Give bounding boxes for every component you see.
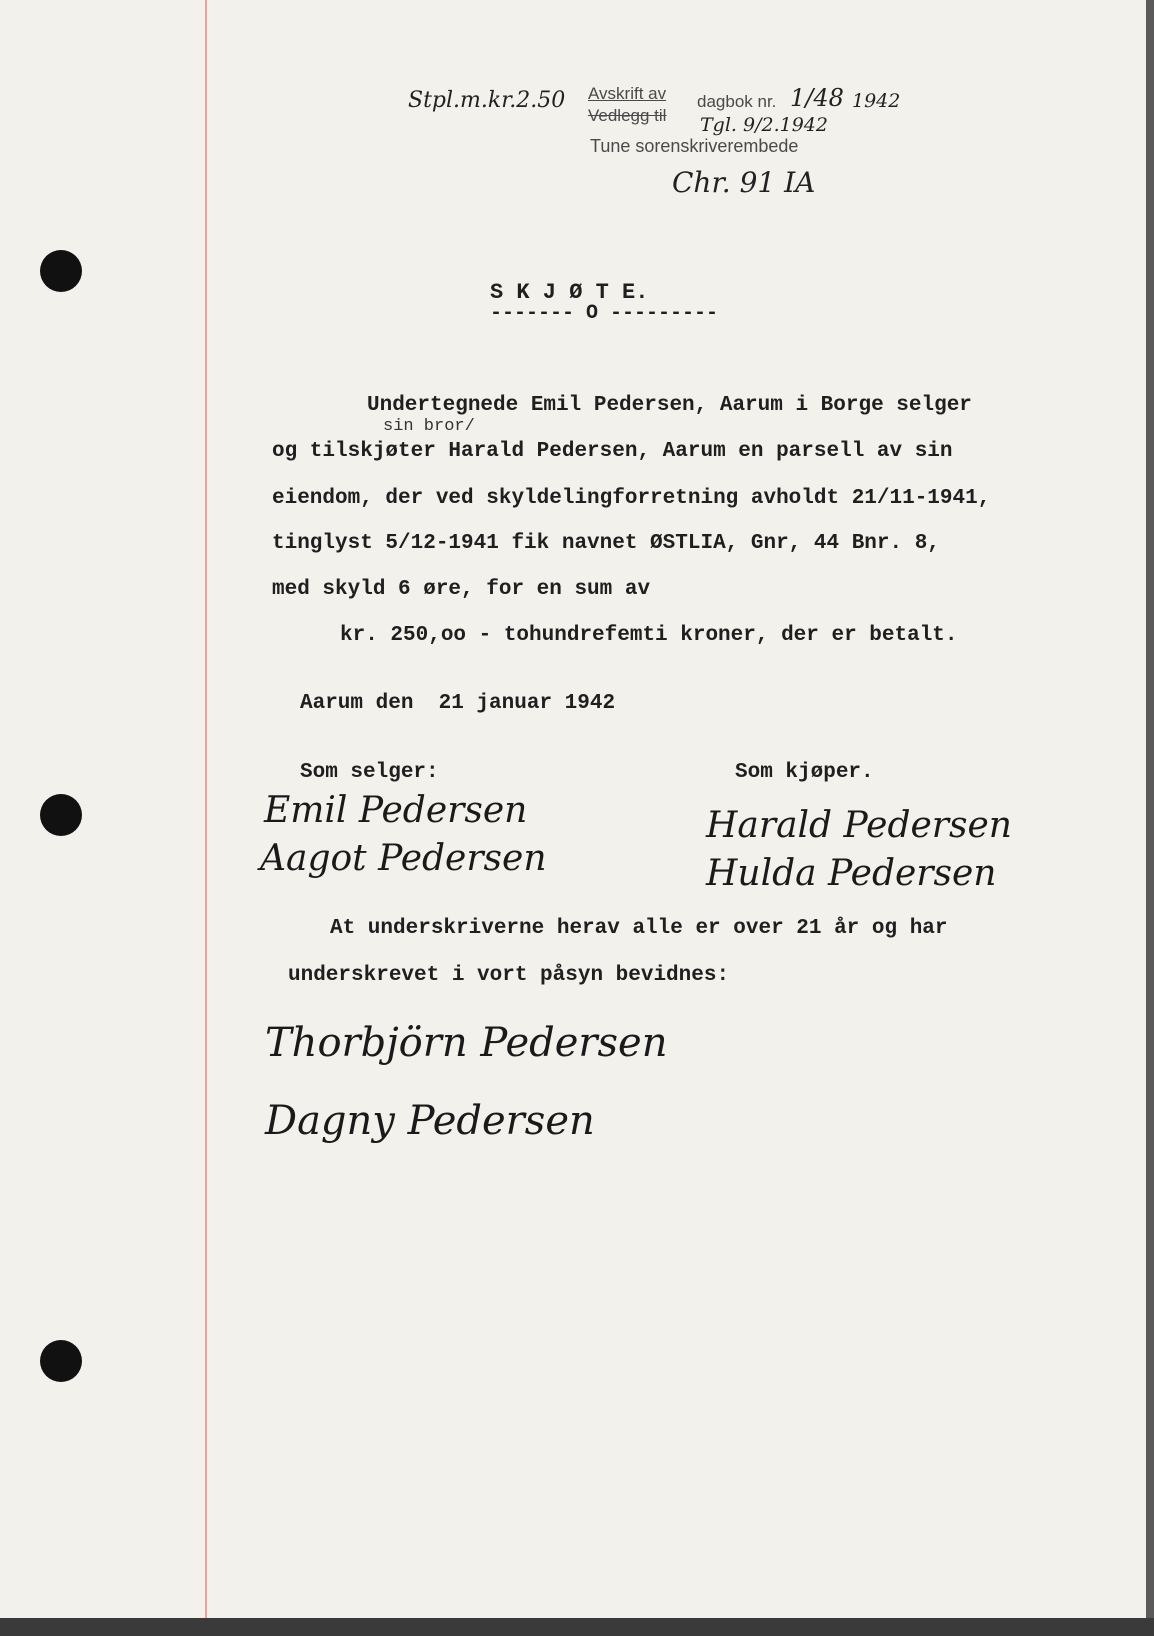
place-date: Aarum den 21 januar 1942 [300,692,616,715]
seller-label: Som selger: [300,761,439,784]
witness-line: At underskriverne herav alle er over 21 år og har [330,917,948,940]
page-edge [0,1618,1154,1636]
page-edge [1146,0,1154,1636]
buyer-label: Som kjøper. [735,761,874,784]
stamp-copy-label: Avskrift av [588,84,667,103]
stamp-struck-label: Vedlegg til [588,106,667,125]
dagbok-year: 1942 [852,90,901,112]
dagbok-number: 1/48 [790,84,844,112]
witness-signature: Thorbjörn Pedersen [265,1020,668,1066]
interlinear-insert: sin bror/ [383,417,475,436]
body-line: og tilskjøter Harald Pedersen, Aarum en parsell av sin [272,440,953,463]
stamp-dagbok-label: dagbok nr. [697,92,777,111]
body-line: eiendom, der ved skyldelingforretning avholdt 21/11-1941, [272,487,991,510]
witness-line: underskrevet i vort påsyn bevidnes: [288,964,730,987]
buyer-signature: Harald Pedersen [706,805,1012,846]
seller-signature: Emil Pedersen [264,790,528,831]
punch-hole [40,1340,82,1382]
stamp-duty-note: Stpl.m.kr.2.50 [408,88,566,113]
registration-date: Tgl. 9/2.1942 [700,114,828,136]
body-line: Undertegnede Emil Pedersen, Aarum i Borge selger [367,394,972,417]
punch-hole [40,250,82,292]
body-line: kr. 250,oo - tohundrefemti kroner, der er betalt. [340,624,958,647]
reference-note: Chr. 91 IA [672,166,816,199]
margin-line [205,0,207,1618]
buyer-signature: Hulda Pedersen [706,853,997,894]
office-stamp: Tune sorenskriverembede [590,136,799,156]
document-title: S K J Ø T E. [490,280,649,305]
witness-signature: Dagny Pedersen [265,1098,595,1144]
body-line: med skyld 6 øre, for en sum av [272,578,651,601]
seller-signature: Aagot Pedersen [260,838,547,879]
body-line: tinglyst 5/12-1941 fik navnet ØSTLIA, Gnr, 44 Bnr. 8, [272,532,940,555]
punch-hole [40,794,82,836]
title-rule: ------- O --------- [490,302,719,325]
